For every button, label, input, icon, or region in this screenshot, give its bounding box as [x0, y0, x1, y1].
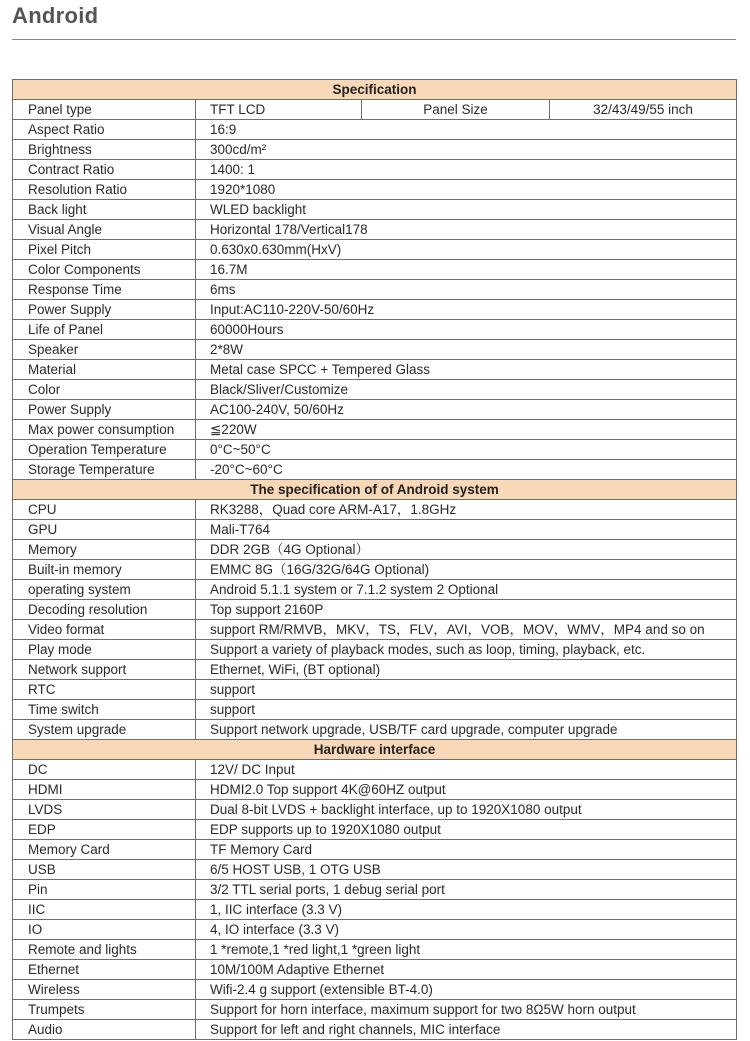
table-row: [13, 360, 737, 380]
row-label: Memory Card: [13, 840, 196, 860]
row-label: Audio: [13, 1020, 196, 1040]
table-row: [13, 240, 737, 260]
table-row: [13, 960, 737, 980]
row-label: System upgrade: [13, 720, 196, 740]
row-label: Panel type: [13, 100, 196, 120]
table-row: [13, 220, 737, 240]
header-divider: [12, 39, 736, 40]
table-row: [13, 300, 737, 320]
row-value: Black/Sliver/Customize: [196, 380, 737, 400]
table-row: [13, 620, 737, 640]
row-value: 16.7M: [196, 260, 737, 280]
row-label: Contract Ratio: [13, 160, 196, 180]
panel-size-label: Panel Size: [362, 100, 550, 120]
row-value: 1400: 1: [196, 160, 737, 180]
row-value: 12V/ DC Input: [196, 760, 737, 780]
page-title: Android: [12, 3, 99, 28]
table-row: [13, 160, 737, 180]
table-row: [13, 940, 737, 960]
row-label: DC: [13, 760, 196, 780]
row-label: Built-in memory: [13, 560, 196, 580]
row-value: ≦220W: [196, 420, 737, 440]
row-value: 6/5 HOST USB, 1 OTG USB: [196, 860, 737, 880]
row-label: USB: [13, 860, 196, 880]
row-value: Top support 2160P: [196, 600, 737, 620]
row-label: IO: [13, 920, 196, 940]
row-label: Wireless: [13, 980, 196, 1000]
row-label: HDMI: [13, 780, 196, 800]
section-header-specification: [13, 80, 737, 100]
table-row: [13, 500, 737, 520]
row-value: support: [196, 680, 737, 700]
table-row: [13, 460, 737, 480]
table-row-panel-type: [13, 100, 737, 120]
row-label: RTC: [13, 680, 196, 700]
row-label: Time switch: [13, 700, 196, 720]
row-value: Wifi-2.4 g support (extensible BT-4.0): [196, 980, 737, 1000]
row-value: RK3288，Quad core ARM-A17，1.8GHz: [196, 500, 737, 520]
table-row: [13, 180, 737, 200]
row-label: LVDS: [13, 800, 196, 820]
row-label: operating system: [13, 580, 196, 600]
row-label: Visual Angle: [13, 220, 196, 240]
page-header: [0, 0, 750, 41]
row-value: 0°C~50°C: [196, 440, 737, 460]
table-row: [13, 640, 737, 660]
row-value: Support for left and right channels, MIC interface: [196, 1020, 737, 1040]
table-row: [13, 280, 737, 300]
row-label: GPU: [13, 520, 196, 540]
table-row: [13, 720, 737, 740]
row-value: 1, IIC interface (3.3 V): [196, 900, 737, 920]
row-value: Support a variety of playback modes, such as loop, timing, playback, etc.: [196, 640, 737, 660]
row-value: EMMC 8G（16G/32G/64G Optional): [196, 560, 737, 580]
row-label: Aspect Ratio: [13, 120, 196, 140]
row-value: -20°C~60°C: [196, 460, 737, 480]
row-label: Storage Temperature: [13, 460, 196, 480]
section-title: Hardware interface: [13, 740, 737, 760]
row-label: Color: [13, 380, 196, 400]
row-value: HDMI2.0 Top support 4K@60HZ output: [196, 780, 737, 800]
row-label: Memory: [13, 540, 196, 560]
table-row: [13, 380, 737, 400]
row-label: Play mode: [13, 640, 196, 660]
row-value: Input:AC110-220V-50/60Hz: [196, 300, 737, 320]
row-value: Ethernet, WiFi, (BT optional): [196, 660, 737, 680]
table-row: [13, 260, 737, 280]
row-label: Max power consumption: [13, 420, 196, 440]
row-value: Dual 8-bit LVDS + backlight interface, up to 1920X1080 output: [196, 800, 737, 820]
row-value: AC100-240V, 50/60Hz: [196, 400, 737, 420]
table-row: [13, 800, 737, 820]
table-row: [13, 920, 737, 940]
row-value: support RM/RMVB，MKV，TS，FLV，AVI，VOB，MOV，WMV，MP4 and so on: [196, 620, 737, 640]
row-label: Life of Panel: [13, 320, 196, 340]
table-row: [13, 580, 737, 600]
row-label: Resolution Ratio: [13, 180, 196, 200]
row-label: Remote and lights: [13, 940, 196, 960]
row-value: TF Memory Card: [196, 840, 737, 860]
section-header-hardware: [13, 740, 737, 760]
table-row: [13, 120, 737, 140]
table-row: [13, 400, 737, 420]
table-row: [13, 140, 737, 160]
table-row: [13, 200, 737, 220]
table-row: [13, 900, 737, 920]
row-value: 60000Hours: [196, 320, 737, 340]
row-label: Speaker: [13, 340, 196, 360]
row-label: Network support: [13, 660, 196, 680]
table-row: [13, 600, 737, 620]
spec-table: [12, 79, 737, 1040]
table-row: [13, 320, 737, 340]
section-title: Specification: [13, 80, 737, 100]
table-row: [13, 1020, 737, 1040]
row-label: Response Time: [13, 280, 196, 300]
row-value: Mali-T764: [196, 520, 737, 540]
row-value: Support for horn interface, maximum support for two 8Ω5W horn output: [196, 1000, 737, 1020]
table-row: [13, 660, 737, 680]
table-row: [13, 840, 737, 860]
row-label: Brightness: [13, 140, 196, 160]
row-label: Material: [13, 360, 196, 380]
table-row: [13, 820, 737, 840]
row-label: Power Supply: [13, 400, 196, 420]
row-label: Ethernet: [13, 960, 196, 980]
row-label: Color Components: [13, 260, 196, 280]
panel-size-value: 32/43/49/55 inch: [550, 100, 737, 120]
row-value: 2*8W: [196, 340, 737, 360]
row-label: IIC: [13, 900, 196, 920]
section-header-android-system: [13, 480, 737, 500]
row-value: 6ms: [196, 280, 737, 300]
row-label: Operation Temperature: [13, 440, 196, 460]
row-value: 0.630x0.630mm(HxV): [196, 240, 737, 260]
table-row: [13, 760, 737, 780]
row-label: EDP: [13, 820, 196, 840]
table-row: [13, 700, 737, 720]
table-row: [13, 680, 737, 700]
row-value: 10M/100M Adaptive Ethernet: [196, 960, 737, 980]
row-value: 3/2 TTL serial ports, 1 debug serial port: [196, 880, 737, 900]
table-row: [13, 1000, 737, 1020]
row-value: Android 5.1.1 system or 7.1.2 system 2 Optional: [196, 580, 737, 600]
row-value: support: [196, 700, 737, 720]
row-value: TFT LCD: [196, 100, 362, 120]
row-value: 300cd/m²: [196, 140, 737, 160]
row-value: DDR 2GB（4G Optional）: [196, 540, 737, 560]
row-label: CPU: [13, 500, 196, 520]
section-title: The specification of of Android system: [13, 480, 737, 500]
row-value: EDP supports up to 1920X1080 output: [196, 820, 737, 840]
table-row: [13, 520, 737, 540]
row-value: Horizontal 178/Vertical178: [196, 220, 737, 240]
row-label: Pin: [13, 880, 196, 900]
row-label: Back light: [13, 200, 196, 220]
table-row: [13, 780, 737, 800]
row-label: Power Supply: [13, 300, 196, 320]
row-value: 4, IO interface (3.3 V): [196, 920, 737, 940]
spec-table-body: [13, 80, 737, 1040]
row-value: 16:9: [196, 120, 737, 140]
table-row: [13, 540, 737, 560]
table-row: [13, 860, 737, 880]
row-value: Metal case SPCC + Tempered Glass: [196, 360, 737, 380]
table-row: [13, 420, 737, 440]
table-row: [13, 340, 737, 360]
table-row: [13, 980, 737, 1000]
table-row: [13, 440, 737, 460]
row-value: Support network upgrade, USB/TF card upgrade, computer upgrade: [196, 720, 737, 740]
row-label: Video format: [13, 620, 196, 640]
row-label: Pixel Pitch: [13, 240, 196, 260]
row-label: Decoding resolution: [13, 600, 196, 620]
row-value: WLED backlight: [196, 200, 737, 220]
row-value: 1 *remote,1 *red light,1 *green light: [196, 940, 737, 960]
table-row: [13, 560, 737, 580]
row-value: 1920*1080: [196, 180, 737, 200]
row-label: Trumpets: [13, 1000, 196, 1020]
table-row: [13, 880, 737, 900]
